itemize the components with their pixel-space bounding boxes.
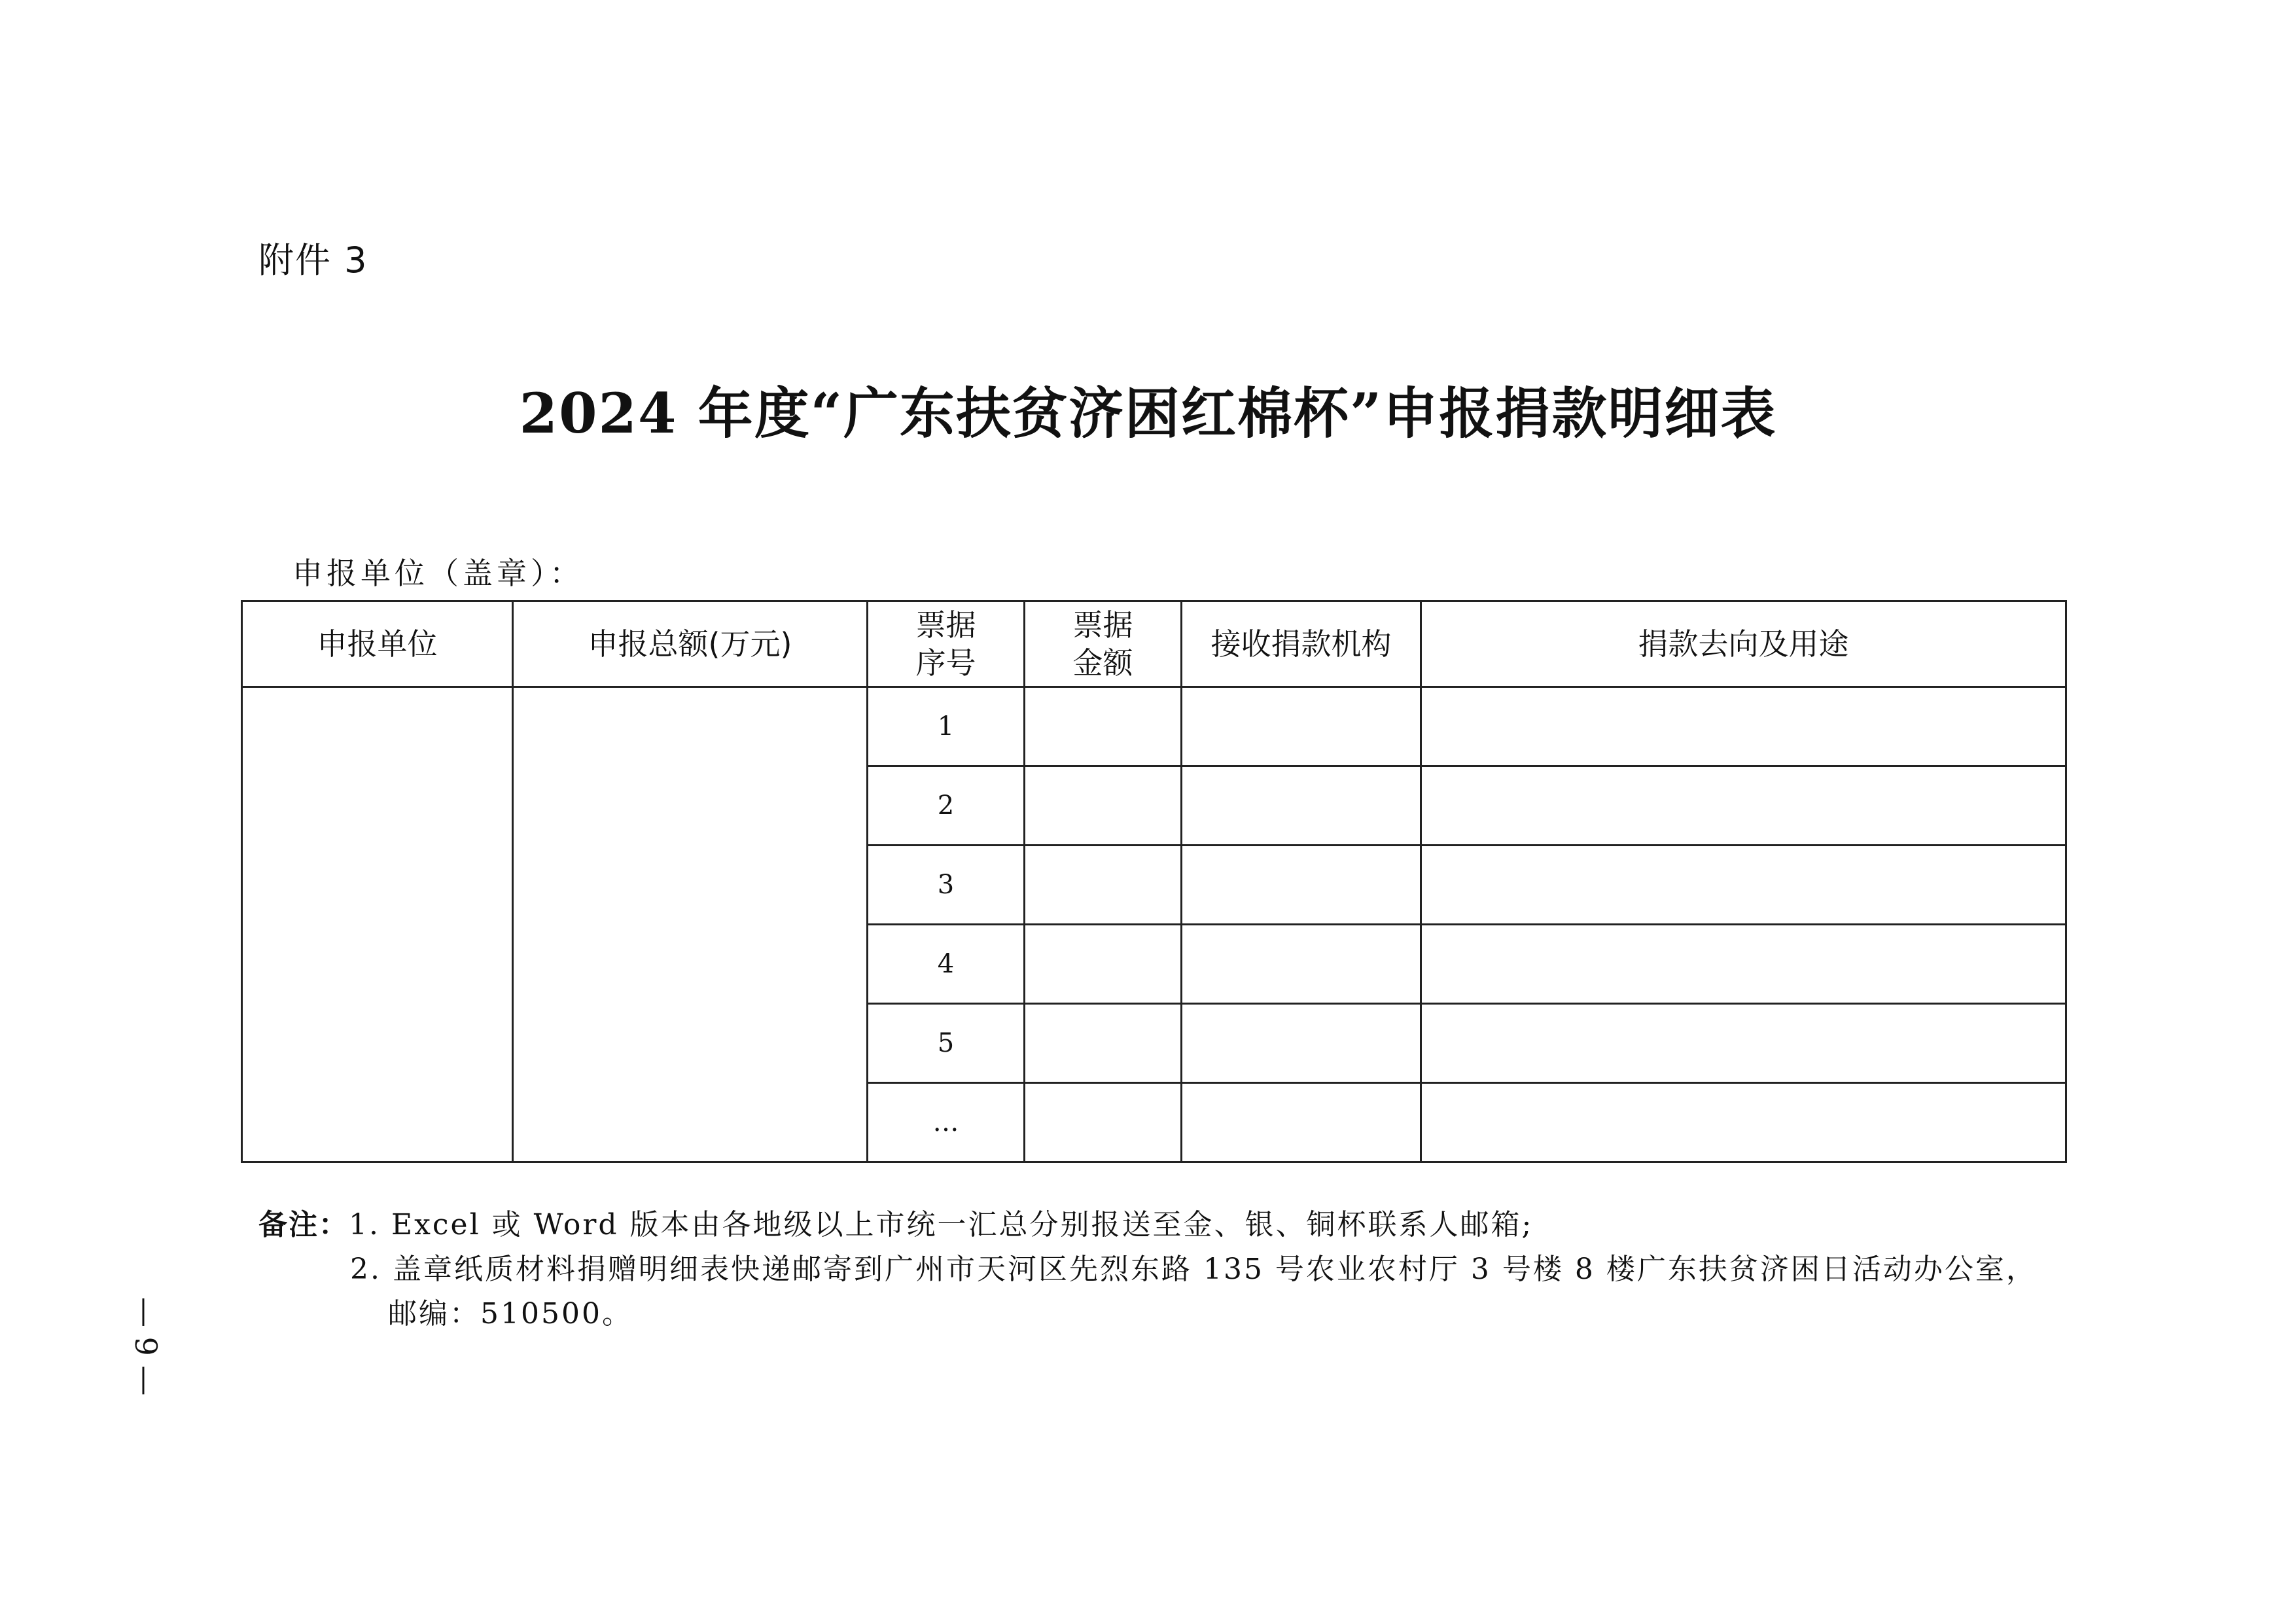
receiving-institution-cell[interactable] [1182,846,1421,925]
receiving-institution-cell[interactable] [1182,687,1421,766]
receipt-amount-cell[interactable] [1025,1004,1182,1083]
remark-line-1 [258,1203,2037,1247]
receiving-institution-cell[interactable] [1182,766,1421,846]
receipt-number-cell: 1 [868,687,1025,766]
reporting-unit-cell[interactable] [242,687,513,1162]
receiving-institution-cell[interactable] [1182,925,1421,1004]
reporting-unit-stamp-label: 申报单位（盖章）： [292,556,584,591]
page-number: — 9 — [128,1297,164,1396]
remark-1-text: 1. Excel 或 Word 版本由各地级以上市统一汇总分别报送至金、银、铜杯联系人邮箱; [349,1208,1534,1241]
receiving-institution-cell[interactable] [1182,1004,1421,1083]
remark-2-line-1: 2. 盖章纸质材料捐赠明细表快递邮寄到广州市天河区先烈东路 135 号农业农村厅 3 号楼 8 楼广东扶贫济困日活动办公室， [350,1253,2037,1286]
receipt-amount-cell[interactable] [1025,846,1182,925]
header-total-amount: 申报总额(万元) [513,601,868,687]
table-header-row [242,601,2066,687]
donation-purpose-cell[interactable] [1421,766,2066,846]
receipt-amount-cell[interactable] [1025,766,1182,846]
attachment-label: 附件 3 [258,240,368,281]
table-row [242,687,2066,766]
receipt-amount-cell[interactable] [1025,925,1182,1004]
donation-purpose-cell[interactable] [1421,1083,2066,1162]
remark-2-line-2: 邮编：510500。 [388,1297,633,1330]
header-receipt-amount: 票据 金额 [1025,601,1182,687]
total-amount-cell[interactable] [513,687,868,1162]
remarks-block [258,1203,2037,1336]
remarks-heading: 备注： [258,1208,349,1241]
donation-purpose-cell[interactable] [1421,687,2066,766]
donation-purpose-cell[interactable] [1421,846,2066,925]
header-reporting-unit: 申报单位 [242,601,513,687]
receipt-number-cell: 3 [868,846,1025,925]
header-receiving-institution: 接收捐款机构 [1182,601,1421,687]
header-receipt-number: 票据 序号 [868,601,1025,687]
receipt-number-cell: 5 [868,1004,1025,1083]
document-title: 2024 年度“广东扶贫济困红棉杯”申报捐款明细表 [519,381,1777,446]
donation-purpose-cell[interactable] [1421,1004,2066,1083]
receiving-institution-cell[interactable] [1182,1083,1421,1162]
receipt-number-cell: 4 [868,925,1025,1004]
header-donation-purpose: 捐款去向及用途 [1421,601,2066,687]
receipt-amount-cell[interactable] [1025,687,1182,766]
receipt-number-cell: … [868,1083,1025,1162]
donation-detail-table [241,600,2067,1163]
receipt-number-cell: 2 [868,766,1025,846]
donation-purpose-cell[interactable] [1421,925,2066,1004]
receipt-amount-cell[interactable] [1025,1083,1182,1162]
